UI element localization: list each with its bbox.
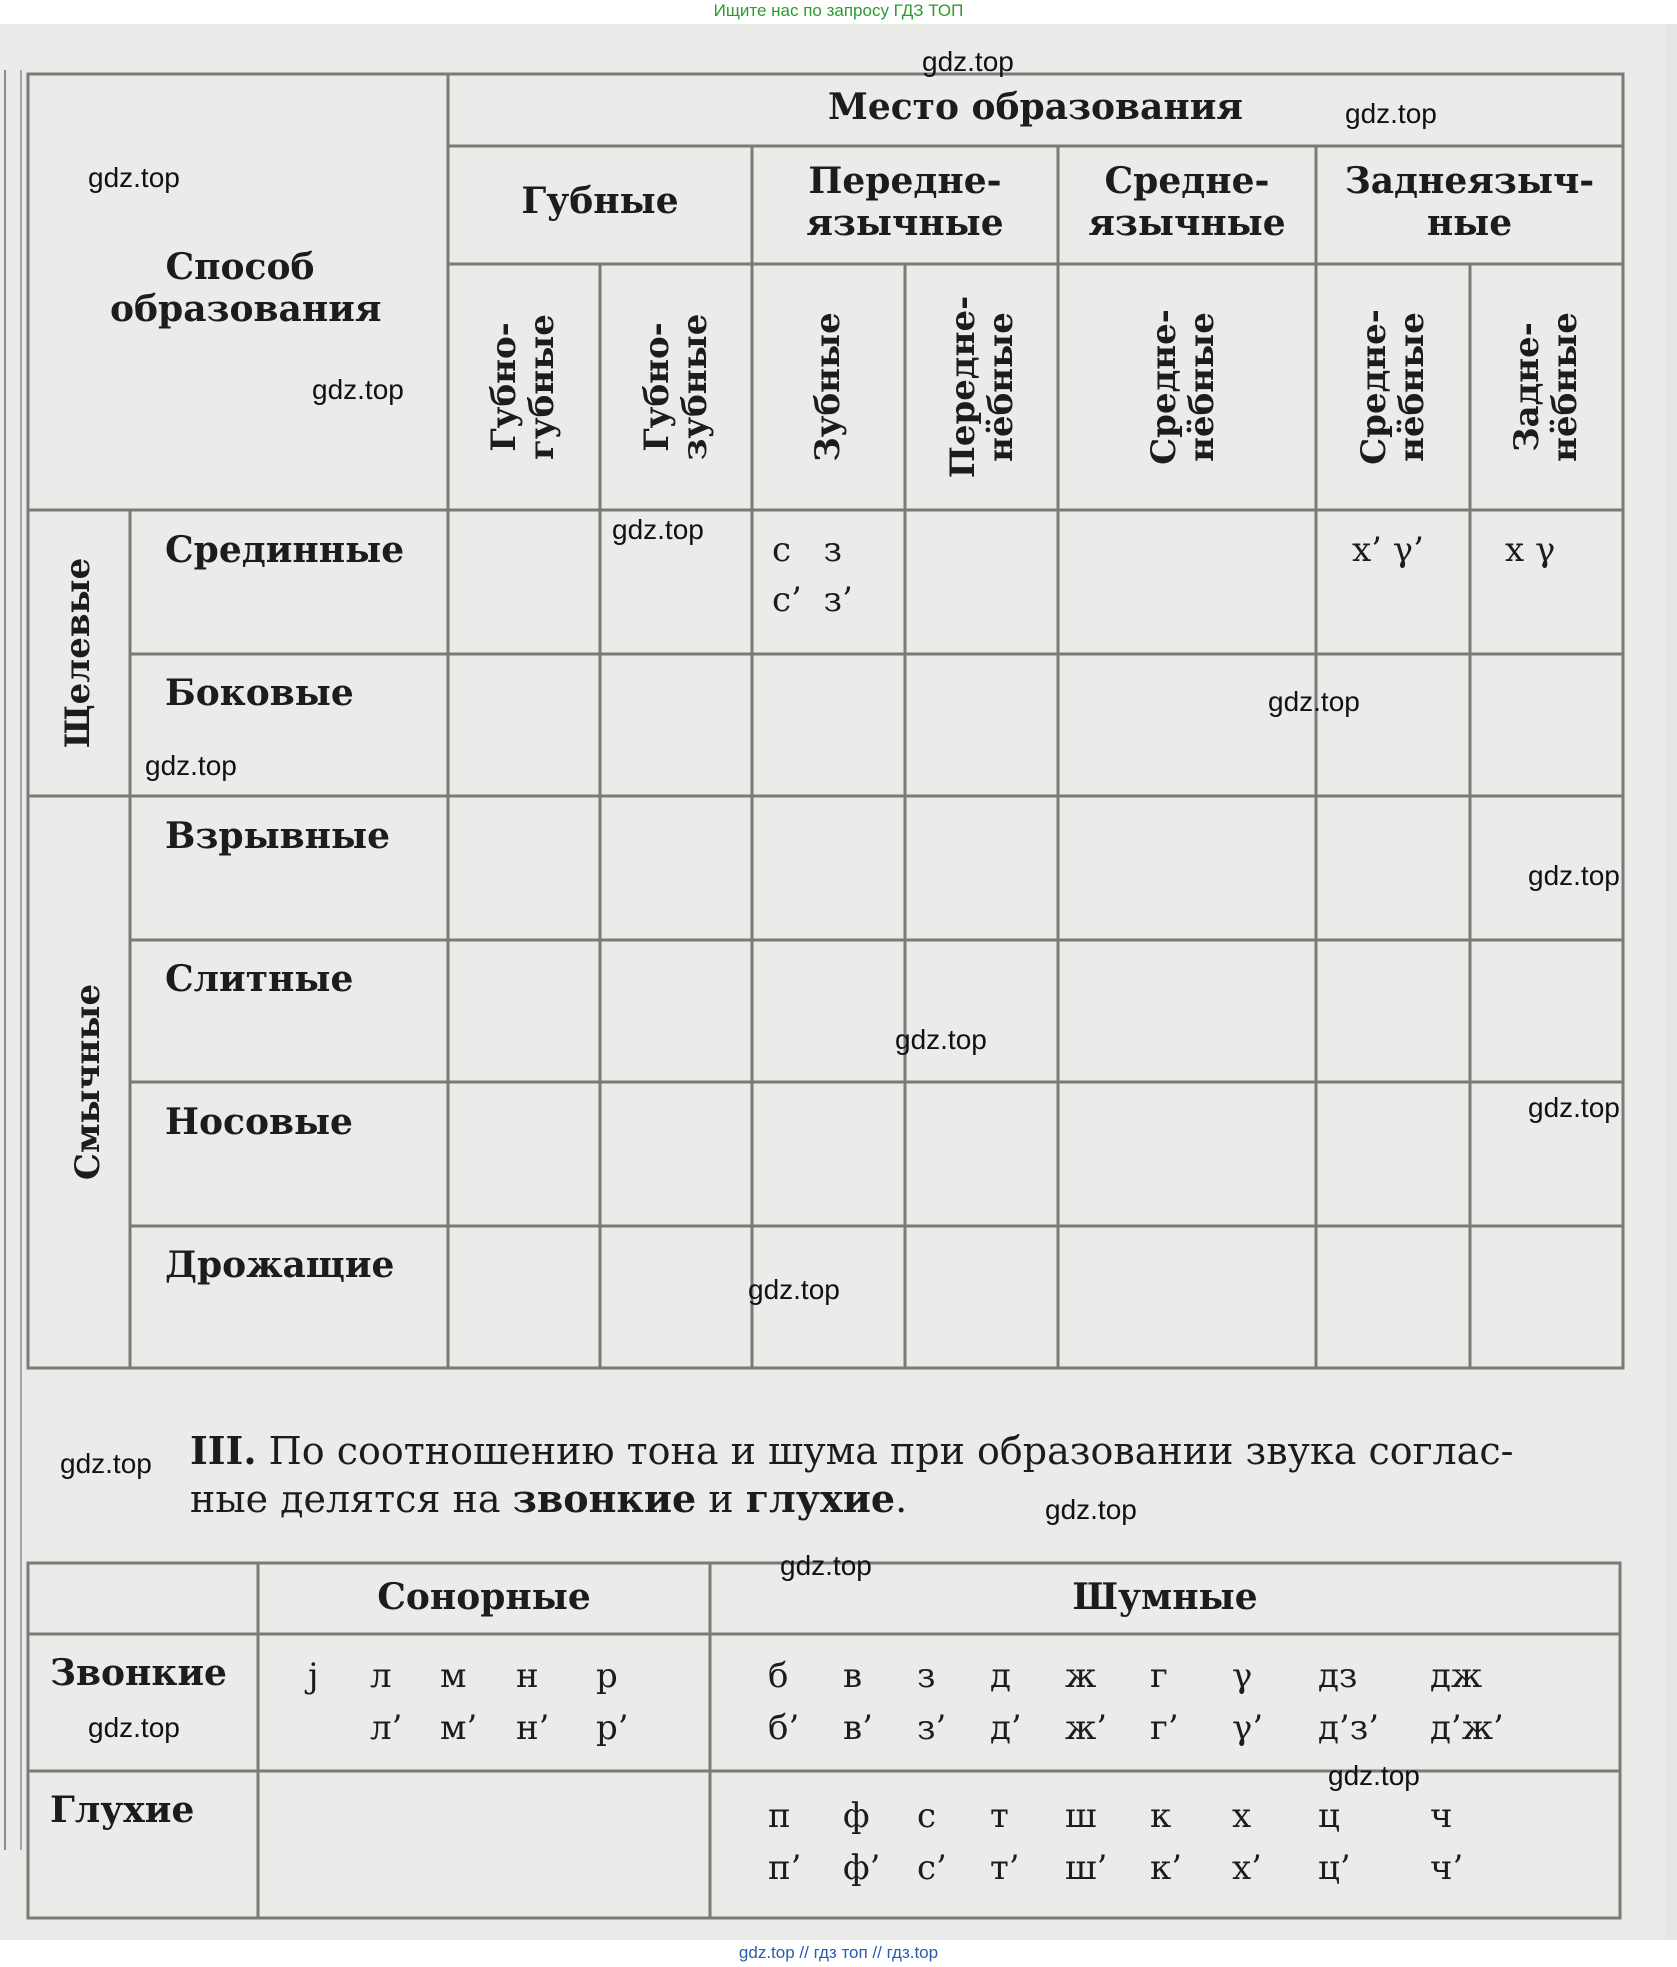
sonorant-header: Сонорные [377,1576,591,1618]
watermark: gdz.top [88,1712,180,1743]
row-plosive: Взрывные [165,815,391,857]
sound: ф’ [843,1848,881,1888]
sound: л [370,1656,392,1696]
cell-midpalatal-median: х’ γ’ [1352,530,1424,570]
place-header: Место образования [827,86,1244,128]
sound: γ’ [1232,1708,1264,1748]
watermark: gdz.top [1045,1494,1137,1525]
sound: н [516,1656,539,1696]
rowgroup-fricative: Щелевые [58,557,98,749]
sound: г [1150,1656,1168,1696]
subcol-midpalatal-middle: Средне- нёбные [1144,309,1222,465]
sound: м [440,1656,467,1696]
subcol-dental: Зубные [808,312,848,462]
watermark: gdz.top [922,46,1014,77]
sound: т [990,1796,1009,1836]
rowgroup-stop: Смычные [68,983,108,1181]
sound: к [1150,1796,1172,1836]
subcol-labiodental: Губно- зубные [637,313,715,461]
top-banner: Ищите нас по запросу ГДЗ ТОП [0,0,1677,24]
watermark: gdz.top [1528,1092,1620,1123]
watermark: gdz.top [748,1274,840,1305]
subcol-backpalatal: Задне- нёбные [1507,312,1585,462]
watermark: gdz.top [1268,686,1360,717]
paragraph-iii: III. По соотношению тона и шума при образовании звука соглас- ные делятся на звонкие и глухие. [190,1428,1514,1521]
sound: дз [1318,1656,1358,1696]
sound: ж [1065,1656,1097,1696]
row-lateral: Боковые [165,672,354,714]
watermark: gdz.top [312,374,404,405]
sound: р’ [596,1708,629,1748]
watermark: gdz.top [1328,1760,1420,1791]
voiceless-row-label: Глухие [50,1789,195,1831]
sound: х [1232,1796,1252,1836]
row-affricate: Слитные [165,958,354,1000]
sound: ж’ [1065,1708,1108,1748]
sound: ц [1318,1796,1340,1836]
voiced-row-label: Звонкие [50,1652,227,1694]
sound: в’ [843,1708,873,1748]
sound: д’ж’ [1430,1708,1504,1748]
sound: б [768,1656,789,1696]
watermark: gdz.top [780,1550,872,1581]
sound: с’ [917,1848,947,1888]
sound: з’ [917,1708,947,1748]
watermark: gdz.top [145,750,237,781]
cell-dental-median-hard: с з [772,530,843,570]
bottom-banner: gdz.top // гдз топ // гдз.top [0,1940,1677,1967]
subcol-labiolabial: Губно- губные [484,314,562,460]
sound: к’ [1150,1848,1183,1888]
row-median: Срединные [165,529,405,571]
sound: х’ [1232,1848,1262,1888]
sound: ч [1430,1796,1453,1836]
watermark: gdz.top [1528,860,1620,891]
back-lingual-group-header: Заднеязыч- ные [1344,160,1595,244]
watermark: gdz.top [88,162,180,193]
sound: л’ [370,1708,403,1748]
sound: н’ [516,1708,550,1748]
sound: т’ [990,1848,1020,1888]
middle-lingual-group-header: Средне- язычные [1088,160,1286,244]
sound: ц’ [1318,1848,1351,1888]
sound: γ [1232,1656,1253,1696]
sound: р [596,1656,618,1696]
sound: п’ [768,1848,802,1888]
labial-group-header: Губные [521,180,679,222]
row-trill: Дрожащие [165,1244,395,1286]
paragraph-numeral: III. [190,1428,257,1473]
row-nasal: Носовые [165,1101,353,1143]
watermark: gdz.top [60,1448,152,1479]
sound: ш [1065,1796,1097,1836]
cell-dental-median-soft: с’ з’ [772,580,853,620]
method-header: Способ образования [110,246,382,330]
watermark: gdz.top [895,1024,987,1055]
sound: з [917,1656,936,1696]
sound: ч’ [1430,1848,1464,1888]
sound: п [768,1796,791,1836]
sound: д’з’ [1318,1708,1380,1748]
sound: б’ [768,1708,800,1748]
watermark: gdz.top [1345,98,1437,129]
cell-backpalatal-median: х γ [1505,530,1556,570]
subcol-midpalatal-back: Средне- нёбные [1354,309,1432,465]
sound: д [990,1656,1011,1696]
sound: ф [843,1796,870,1836]
watermark: gdz.top [612,514,704,545]
sound: в [843,1656,863,1696]
sound: ш’ [1065,1848,1108,1888]
sound: г’ [1150,1708,1179,1748]
subcol-frontpalatal: Передне- нёбные [943,295,1021,479]
term-voiceless: глухие [745,1476,896,1521]
front-lingual-group-header: Передне- язычные [806,160,1004,244]
sound: с [917,1796,937,1836]
sound: д’ [990,1708,1022,1748]
noisy-header: Шумные [1072,1576,1258,1618]
term-voiced: звонкие [512,1476,697,1521]
sound: м’ [440,1708,478,1748]
sound: дж [1430,1656,1483,1696]
sound: j [308,1656,319,1696]
